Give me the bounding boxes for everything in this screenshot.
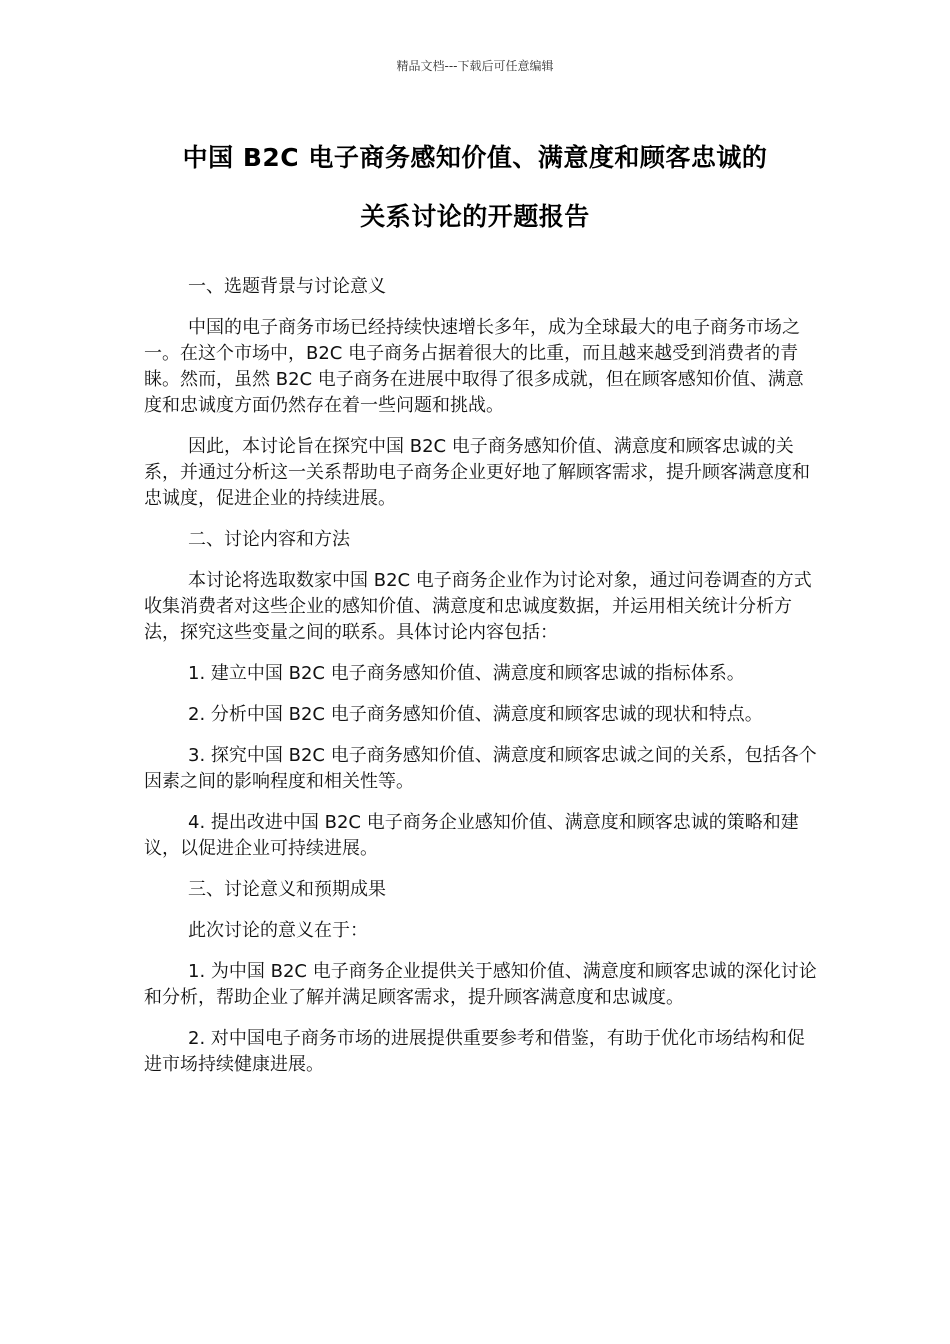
section-heading-content-method: 二、讨论内容和方法 [188, 529, 350, 550]
list-item-content-2: 2. 分析中国 B2C 电子商务感知价值、满意度和顾客忠诚的现状和特点。 [188, 704, 763, 725]
document-title-line-1: 中国 B2C 电子商务感知价值、满意度和顾客忠诚的 [182, 143, 768, 172]
list-item-significance-1: 1. 为中国 B2C 电子商务企业提供关于感知价值、满意度和顾客忠诚的深化讨论和分析，帮助企业了解并满足顾客需求，提升顾客满意度和忠诚度。 [144, 961, 817, 1008]
paragraph-method: 本讨论将选取数家中国 B2C 电子商务企业作为讨论对象，通过问卷调查的方式收集消费者对这些企业的感知价值、满意度和忠诚度数据，并运用相关统计分析方法，探究这些变量之间的联系。具体讨论内容包括： [144, 570, 812, 643]
document-title-line-2: 关系讨论的开题报告 [360, 202, 590, 231]
list-item-significance-2: 2. 对中国电子商务市场的进展提供重要参考和借鉴，有助于优化市场结构和促进市场持续健康进展。 [144, 1028, 805, 1075]
list-item-content-3: 3. 探究中国 B2C 电子商务感知价值、满意度和顾客忠诚之间的关系，包括各个因素之间的影响程度和相关性等。 [144, 745, 817, 792]
paragraph-significance-intro: 此次讨论的意义在于： [188, 920, 368, 941]
list-item-content-1: 1. 建立中国 B2C 电子商务感知价值、满意度和顾客忠诚的指标体系。 [188, 663, 745, 684]
paragraph-purpose: 因此，本讨论旨在探究中国 B2C 电子商务感知价值、满意度和顾客忠诚的关系，并通过分析这一关系帮助电子商务企业更好地了解顾客需求，提升顾客满意度和忠诚度，促进企业的持续进展。 [144, 436, 810, 509]
section-heading-significance: 三、讨论意义和预期成果 [188, 879, 386, 900]
list-item-content-4: 4. 提出改进中国 B2C 电子商务企业感知价值、满意度和顾客忠诚的策略和建议，以促进企业可持续进展。 [144, 812, 799, 859]
page-header: 精品文档---下载后可任意编辑 [396, 59, 554, 73]
document-body [144, 274, 820, 1093]
section-heading-background: 一、选题背景与讨论意义 [188, 276, 386, 297]
paragraph-background: 中国的电子商务市场已经持续快速增长多年，成为全球最大的电子商务市场之一。在这个市场中，B2C 电子商务占据着很大的比重，而且越来越受到消费者的青睐。然而，虽然 B2C 电子商务在进展中取得了很多成就，但在顾客感知价值、满意度和忠诚度方面仍然存在着一些问题和挑战。 [144, 317, 804, 416]
